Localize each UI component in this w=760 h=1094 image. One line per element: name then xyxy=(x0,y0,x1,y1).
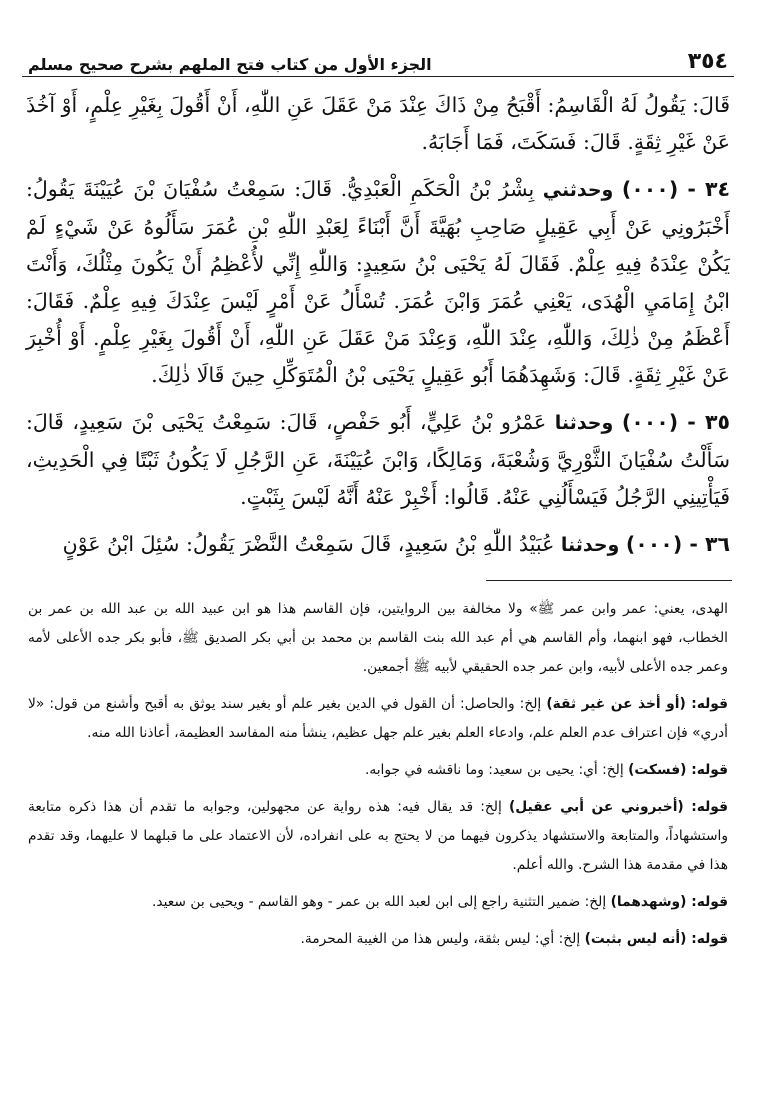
note-lemma: قوله: (أنه ليس بثبت) xyxy=(584,931,728,947)
note-lemma: قوله: (وشهدهما) xyxy=(610,894,728,910)
commentary-notes xyxy=(22,595,734,954)
note-3 xyxy=(28,756,728,785)
note-lemma: قوله: (أو أخذ عن غير ثقة) xyxy=(546,696,728,712)
hadith-35 xyxy=(26,404,730,516)
hadith-number: ٣٤ - (٠٠٠) xyxy=(621,177,730,201)
note-text: إلخ: أي: يحيى بن سعيد: وما ناقشه في جوابه. xyxy=(364,762,624,778)
footnote-divider xyxy=(486,580,732,581)
page-number: ٣٥٤ xyxy=(687,49,728,74)
hadith-lead-word: وحدثني xyxy=(542,179,614,201)
note-text: إلخ: أي: ليس بثقة، وليس هذا من الغيبة المحرمة. xyxy=(300,931,581,947)
note-text: إلخ: قد يقال فيه: هذه رواية عن مجهولين، وجوابه ما تقدم أن هذا ذكره متابعة واستشهاداً، والمتابعة والاستشهاد يذكرون فيهما من لا يحتج به على انفراده، لأن الاعتماد على ما قبلهما لا عليهما، وقد تقدم هذا في مقدمة هذا الشرح. والله أعلم. xyxy=(28,799,728,873)
hadith-34 xyxy=(26,171,730,394)
main-text xyxy=(22,87,734,564)
note-2 xyxy=(28,690,728,748)
note-lemma: قوله: (فسكت) xyxy=(628,762,728,778)
note-text: إلخ: ضمير التثنية راجع إلى ابن لعبد الله بن عمر - وهو القاسم - ويحيى بن سعيد. xyxy=(151,894,607,910)
note-1: الهدى، يعني: عمر وابن عمر ﷺ» ولا مخالفة بين الروايتين، فإن القاسم هذا هو ابن عبيد الله بن عبد الله بن عمر بن الخطاب، فهو ابنهما، وأم القاسم هي أم عبد الله بنت القاسم بن محمد بن أبي بكر الصديق ﷺ، فأبو بكر جده الأعلى لأمه وعمر جده الأعلى لأبيه، وابن عمر جده الحقيقي لأبيه ﷺ أجمعين. xyxy=(28,601,728,675)
note-4 xyxy=(28,793,728,880)
hadith-lead-word: وحدثنا xyxy=(554,412,614,434)
hadith-text: بِشْرُ بْنُ الْحَكَمِ الْعَبْدِيُّ. قَالَ: سَمِعْتُ سُفْيَانَ بْنَ عُيَيْنَةَ يَقُولُ: أَخْبَرُونِي عَنْ أَبِي عَقِيلٍ صَاحِبِ بُهَيَّةَ أَنَّ أَبْنَاءً لِعَبْدِ اللّٰهِ بْنِ عُمَرَ سَأَلُوهُ عَنْ شَيْءٍ لَمْ يَكُنْ عِنْدَهُ فِيهِ عِلْمٌ. فَقَالَ لَهُ يَحْيَى بْنُ سَعِيدٍ: وَاللّٰهِ إِنِّي لأُعْظِمُ أَنْ يَكُونَ مِثْلُكَ، وَأَنْتَ ابْنُ إِمَامَيِ الْهُدَى، يَعْنِي عُمَرَ وَابْنَ عُمَرَ. تُسْأَلُ عَنْ أَمْرٍ لَيْسَ عِنْدَكَ فِيهِ عِلْمٌ. فَقَالَ: أَعْظَمُ مِنْ ذٰلِكَ، وَاللّٰهِ، عِنْدَ اللّٰهِ، وَعِنْدَ مَنْ عَقَلَ عَنِ اللّٰهِ، أَنْ أَقُولَ بِغَيْرِ عِلْمٍ. أَوْ أُخْبِرَ عَنْ غَيْرِ ثِقَةٍ. قَالَ: وَشَهِدَهُمَا أَبُو عَقِيلٍ يَحْيَى بْنُ الْمُتَوَكِّلِ حِينَ قَالَا ذٰلِكَ. xyxy=(26,177,730,387)
note-lemma: قوله: (أخبروني عن أبي عقيل) xyxy=(508,799,728,815)
page-header xyxy=(22,38,734,77)
hadith-text: عَمْرُو بْنُ عَلِيٍّ، أَبُو حَفْصٍ، قَالَ: سَمِعْتُ يَحْيَى بْنَ سَعِيدٍ، قَالَ: سَأَلْتُ سُفْيَانَ الثَّوْرِيَّ وَشُعْبَةَ، وَمَالِكًا، وَابْنَ عُيَيْنَةَ، عَنِ الرَّجُلِ لَا يَكُونُ ثَبْتًا فِي الْحَدِيثِ، فَيَأْتِينِي الرَّجُلُ فَيَسْأَلُنِي عَنْهُ. قَالُوا: أَخْبِرْ عَنْهُ أَنَّهُ لَيْسَ بِثَبْتٍ. xyxy=(26,410,730,509)
paragraph-continuation: قَالَ: يَقُولُ لَهُ الْقَاسِمُ: أَقْبَحُ مِنْ ذَاكَ عِنْدَ مَنْ عَقَلَ عَنِ اللّٰهِ، أَنْ أَقُولَ بِغَيْرِ عِلْمٍ، أَوْ آخُذَ عَنْ غَيْرِ ثِقَةٍ. قَالَ: فَسَكَتَ، فَمَا أَجَابَهُ. xyxy=(26,93,730,154)
hadith-lead-word: وحدثنا xyxy=(560,534,620,556)
note-text: إلخ: والحاصل: أن القول في الدين بغير علم أو بغير سند يوثق به أقبح وأشنع من قول: «لا أدري» فإن اعتراف عدم العلم علم، وادعاء العلم بغير علم جهل عظيم، ينشأ منه المفاسد العظيمة، أعاذنا الله منه. xyxy=(28,696,728,741)
hadith-36 xyxy=(26,526,730,564)
hadith-number: ٣٦ - (٠٠٠) xyxy=(625,532,730,556)
note-6 xyxy=(28,925,728,954)
hadith-number: ٣٥ - (٠٠٠) xyxy=(621,410,730,434)
note-5 xyxy=(28,888,728,917)
hadith-text: عُبَيْدُ اللّٰهِ بْنُ سَعِيدٍ، قَالَ سَمِعْتُ النَّضْرَ يَقُولُ: سُئِلَ ابْنُ عَوْنٍ xyxy=(62,532,555,556)
running-title: الجزء الأول من كتاب فتح الملهم بشرح صحيح مسلم xyxy=(28,55,432,74)
